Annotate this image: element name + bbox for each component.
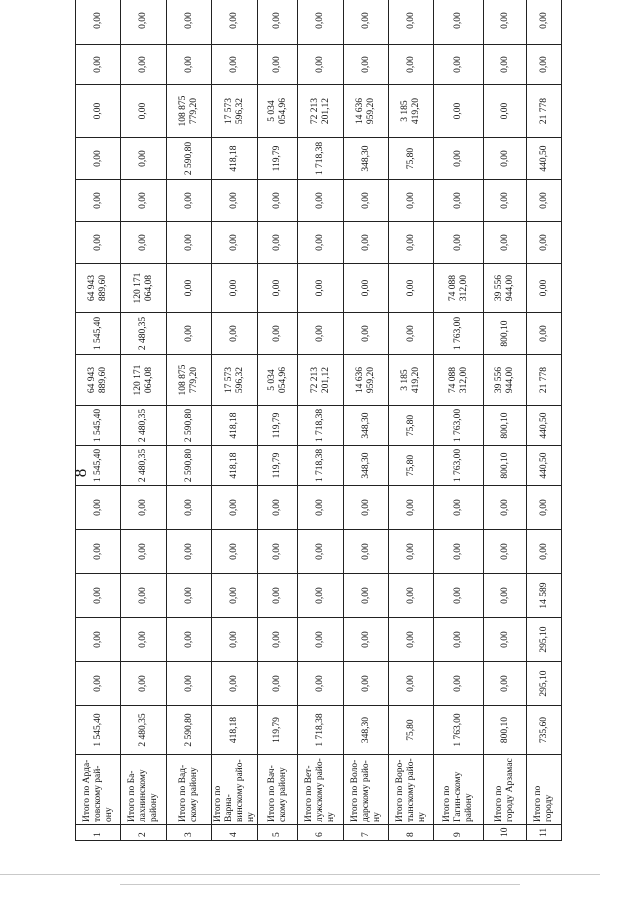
value-cell: 2 480,35 [121, 313, 167, 355]
table-row [484, 0, 527, 841]
value-cell: 0,00 [121, 530, 167, 574]
value-cell: 1 718,38 [298, 706, 344, 755]
value-cell: 0,00 [298, 574, 344, 618]
row-number: 8 [389, 825, 434, 841]
value-cell: 735,60 [527, 706, 562, 755]
value-cell: 72 213 201,12 [298, 355, 344, 406]
value-cell: 1 545,40 [76, 706, 121, 755]
value-cell: 0,00 [212, 222, 258, 264]
value-cell: 0,00 [121, 0, 167, 45]
table-row [344, 0, 389, 841]
rotated-table-container [75, 12, 561, 841]
value-cell: 295,10 [527, 662, 562, 706]
value-cell: 0,00 [212, 45, 258, 85]
value-cell: 0,00 [167, 0, 212, 45]
value-cell: 0,00 [258, 530, 298, 574]
value-cell: 0,00 [258, 222, 298, 264]
value-cell: 0,00 [484, 180, 527, 222]
value-cell: 0,00 [344, 574, 389, 618]
value-cell: 0,00 [167, 574, 212, 618]
value-cell: 17 573 596,32 [212, 355, 258, 406]
district-name: Итого по Гагин-скому району [434, 755, 484, 825]
value-cell: 418,18 [212, 706, 258, 755]
value-cell: 0,00 [121, 222, 167, 264]
value-cell: 0,00 [76, 180, 121, 222]
value-cell: 800,10 [484, 406, 527, 446]
value-cell: 0,00 [434, 574, 484, 618]
value-cell: 0,00 [527, 180, 562, 222]
table-row [76, 0, 121, 841]
value-cell: 0,00 [76, 662, 121, 706]
value-cell: 64 943 889,60 [76, 355, 121, 406]
value-cell: 0,00 [76, 85, 121, 138]
value-cell: 64 943 889,60 [76, 264, 121, 313]
value-cell: 0,00 [258, 313, 298, 355]
scan-artifact-line [120, 884, 520, 885]
value-cell: 0,00 [76, 0, 121, 45]
value-cell: 1 718,38 [298, 446, 344, 486]
value-cell: 21 778 [527, 355, 562, 406]
value-cell: 0,00 [484, 85, 527, 138]
value-cell: 0,00 [527, 530, 562, 574]
value-cell: 0,00 [298, 222, 344, 264]
value-cell: 14 636 959,20 [344, 85, 389, 138]
value-cell: 0,00 [389, 222, 434, 264]
page-number: 8 [71, 468, 90, 478]
row-number: 6 [298, 825, 344, 841]
value-cell: 0,00 [298, 264, 344, 313]
district-name: Итого по Варна-винскому райо-ну [212, 755, 258, 825]
value-cell: 440,50 [527, 406, 562, 446]
value-cell: 1 545,40 [76, 406, 121, 446]
value-cell: 0,00 [298, 0, 344, 45]
row-number: 10 [484, 825, 527, 841]
value-cell: 0,00 [212, 0, 258, 45]
value-cell: 348,30 [344, 138, 389, 180]
value-cell: 0,00 [212, 180, 258, 222]
district-name: Итого по городу Арзамас [484, 755, 527, 825]
value-cell: 5 034 054,96 [258, 85, 298, 138]
value-cell: 0,00 [434, 222, 484, 264]
value-cell: 0,00 [212, 313, 258, 355]
table-row [258, 0, 298, 841]
value-cell: 800,10 [484, 313, 527, 355]
value-cell: 0,00 [344, 618, 389, 662]
value-cell: 0,00 [212, 618, 258, 662]
row-number: 11 [527, 825, 562, 841]
value-cell: 0,00 [344, 222, 389, 264]
value-cell: 1 545,40 [76, 446, 121, 486]
value-cell: 0,00 [527, 313, 562, 355]
value-cell: 800,10 [484, 446, 527, 486]
value-cell: 0,00 [212, 574, 258, 618]
value-cell: 0,00 [434, 0, 484, 45]
value-cell: 0,00 [434, 618, 484, 662]
value-cell: 14 636 959,20 [344, 355, 389, 406]
value-cell: 0,00 [121, 85, 167, 138]
value-cell: 1 763,00 [434, 446, 484, 486]
value-cell: 0,00 [389, 264, 434, 313]
value-cell: 348,30 [344, 706, 389, 755]
row-number: 7 [344, 825, 389, 841]
row-number: 5 [258, 825, 298, 841]
table-row [121, 0, 167, 841]
value-cell: 0,00 [484, 0, 527, 45]
value-cell: 0,00 [212, 530, 258, 574]
value-cell: 0,00 [484, 222, 527, 264]
value-cell: 0,00 [167, 222, 212, 264]
value-cell: 74 088 312,00 [434, 355, 484, 406]
district-name: Итого по городу [527, 755, 562, 825]
value-cell: 0,00 [258, 618, 298, 662]
value-cell: 0,00 [434, 45, 484, 85]
value-cell: 0,00 [484, 574, 527, 618]
value-cell: 348,30 [344, 446, 389, 486]
value-cell: 0,00 [298, 486, 344, 530]
value-cell: 0,00 [298, 45, 344, 85]
value-cell: 0,00 [344, 313, 389, 355]
value-cell: 0,00 [484, 45, 527, 85]
value-cell: 0,00 [344, 180, 389, 222]
table-row [389, 0, 434, 841]
value-cell: 0,00 [434, 486, 484, 530]
value-cell: 0,00 [527, 486, 562, 530]
value-cell: 2 480,35 [121, 406, 167, 446]
value-cell: 0,00 [298, 313, 344, 355]
value-cell: 0,00 [167, 264, 212, 313]
value-cell: 3 185 419,20 [389, 355, 434, 406]
value-cell: 0,00 [389, 0, 434, 45]
value-cell: 0,00 [434, 662, 484, 706]
value-cell: 119,79 [258, 446, 298, 486]
value-cell: 0,00 [76, 45, 121, 85]
value-cell: 0,00 [76, 138, 121, 180]
value-cell: 0,00 [121, 180, 167, 222]
value-cell: 0,00 [258, 486, 298, 530]
value-cell: 0,00 [434, 138, 484, 180]
row-number: 3 [167, 825, 212, 841]
value-cell: 0,00 [76, 574, 121, 618]
value-cell: 418,18 [212, 446, 258, 486]
value-cell: 108 875 779,20 [167, 355, 212, 406]
value-cell: 0,00 [76, 530, 121, 574]
value-cell: 0,00 [121, 662, 167, 706]
value-cell: 0,00 [121, 486, 167, 530]
value-cell: 119,79 [258, 138, 298, 180]
value-cell: 75,80 [389, 706, 434, 755]
value-cell: 0,00 [298, 618, 344, 662]
value-cell: 0,00 [527, 264, 562, 313]
value-cell: 0,00 [344, 530, 389, 574]
value-cell: 0,00 [344, 486, 389, 530]
district-name: Итого по Вач-скому району [258, 755, 298, 825]
table-row [298, 0, 344, 841]
value-cell: 0,00 [389, 486, 434, 530]
value-cell: 0,00 [258, 0, 298, 45]
value-cell: 1 763,00 [434, 706, 484, 755]
value-cell: 17 573 596,32 [212, 85, 258, 138]
value-cell: 0,00 [389, 45, 434, 85]
value-cell: 0,00 [258, 45, 298, 85]
row-number: 4 [212, 825, 258, 841]
value-cell: 0,00 [389, 180, 434, 222]
value-cell: 0,00 [212, 662, 258, 706]
value-cell: 0,00 [121, 574, 167, 618]
value-cell: 5 034 054,96 [258, 355, 298, 406]
value-cell: 39 556 944,00 [484, 264, 527, 313]
value-cell: 2 590,80 [167, 138, 212, 180]
value-cell: 119,79 [258, 706, 298, 755]
value-cell: 1 718,38 [298, 138, 344, 180]
row-number: 1 [76, 825, 121, 841]
value-cell: 120 171 064,08 [121, 355, 167, 406]
value-cell: 1 763,00 [434, 313, 484, 355]
value-cell: 3 185 419,20 [389, 85, 434, 138]
value-cell: 0,00 [167, 45, 212, 85]
value-cell: 2 480,35 [121, 446, 167, 486]
district-name: Итого по Воро-тынскому райо-ну [389, 755, 434, 825]
value-cell: 0,00 [527, 0, 562, 45]
district-name: Итого по Воло-дарскому райо-ну [344, 755, 389, 825]
value-cell: 1 763,00 [434, 406, 484, 446]
table-row [212, 0, 258, 841]
value-cell: 108 875 779,20 [167, 85, 212, 138]
value-cell: 440,50 [527, 446, 562, 486]
value-cell: 0,00 [389, 574, 434, 618]
value-cell: 0,00 [484, 138, 527, 180]
value-cell: 2 480,35 [121, 706, 167, 755]
value-cell: 0,00 [121, 45, 167, 85]
value-cell: 0,00 [76, 618, 121, 662]
value-cell: 0,00 [212, 486, 258, 530]
value-cell: 75,80 [389, 406, 434, 446]
value-cell: 0,00 [344, 662, 389, 706]
value-cell: 0,00 [121, 138, 167, 180]
value-cell: 0,00 [344, 0, 389, 45]
value-cell: 39 556 944,00 [484, 355, 527, 406]
value-cell: 72 213 201,12 [298, 85, 344, 138]
value-cell: 0,00 [258, 180, 298, 222]
value-cell: 0,00 [167, 180, 212, 222]
value-cell: 0,00 [212, 264, 258, 313]
value-cell: 0,00 [298, 180, 344, 222]
value-cell: 800,10 [484, 706, 527, 755]
value-cell: 0,00 [76, 222, 121, 264]
value-cell: 0,00 [167, 618, 212, 662]
value-cell: 74 088 312,00 [434, 264, 484, 313]
value-cell: 0,00 [298, 662, 344, 706]
value-cell: 75,80 [389, 138, 434, 180]
value-cell: 0,00 [484, 662, 527, 706]
value-cell: 0,00 [258, 574, 298, 618]
value-cell: 2 590,80 [167, 406, 212, 446]
value-cell: 0,00 [344, 45, 389, 85]
value-cell: 119,79 [258, 406, 298, 446]
value-cell: 0,00 [344, 264, 389, 313]
value-cell: 1 718,38 [298, 406, 344, 446]
financial-table [75, 0, 562, 841]
value-cell: 21 778 [527, 85, 562, 138]
district-name: Итого по Арда-товскому рай-ону [76, 755, 121, 825]
value-cell: 0,00 [484, 530, 527, 574]
value-cell: 14 589 [527, 574, 562, 618]
value-cell: 0,00 [76, 486, 121, 530]
table-row [434, 0, 484, 841]
table-row [527, 0, 562, 841]
value-cell: 0,00 [389, 313, 434, 355]
value-cell: 0,00 [389, 618, 434, 662]
value-cell: 348,30 [344, 406, 389, 446]
value-cell: 75,80 [389, 446, 434, 486]
value-cell: 0,00 [389, 530, 434, 574]
row-number: 2 [121, 825, 167, 841]
value-cell: 0,00 [434, 180, 484, 222]
table-row [167, 0, 212, 841]
district-name: Итого по Ба-лахнинскому району [121, 755, 167, 825]
value-cell: 0,00 [167, 662, 212, 706]
value-cell: 2 590,80 [167, 446, 212, 486]
value-cell: 0,00 [434, 530, 484, 574]
district-name: Итого по Вет-лужскому райо-ну [298, 755, 344, 825]
value-cell: 2 590,80 [167, 706, 212, 755]
value-cell: 440,50 [527, 138, 562, 180]
value-cell: 0,00 [484, 486, 527, 530]
value-cell: 418,18 [212, 138, 258, 180]
value-cell: 0,00 [258, 662, 298, 706]
value-cell: 0,00 [298, 530, 344, 574]
district-name: Итого по Вад-скому району [167, 755, 212, 825]
value-cell: 1 545,40 [76, 313, 121, 355]
value-cell: 120 171 064,08 [121, 264, 167, 313]
row-number: 9 [434, 825, 484, 841]
value-cell: 418,18 [212, 406, 258, 446]
value-cell: 0,00 [484, 618, 527, 662]
value-cell: 295,10 [527, 618, 562, 662]
value-cell: 0,00 [434, 85, 484, 138]
value-cell: 0,00 [527, 222, 562, 264]
value-cell: 0,00 [389, 662, 434, 706]
value-cell: 0,00 [167, 530, 212, 574]
value-cell: 0,00 [167, 313, 212, 355]
value-cell: 0,00 [167, 486, 212, 530]
value-cell: 0,00 [258, 264, 298, 313]
value-cell: 0,00 [527, 45, 562, 85]
scan-artifact-line [0, 874, 600, 875]
value-cell: 0,00 [121, 618, 167, 662]
